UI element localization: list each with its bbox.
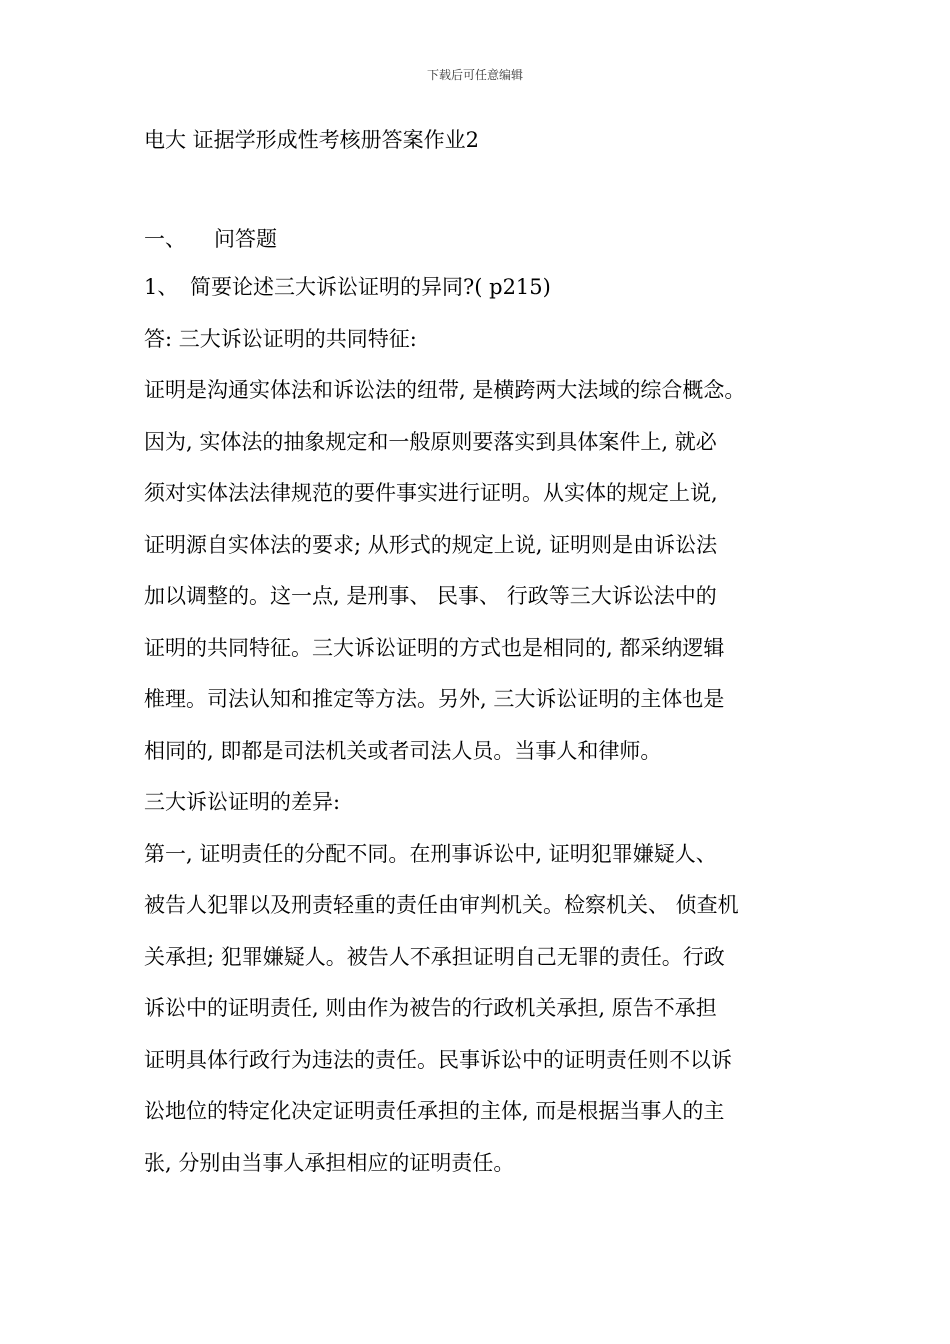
section-heading bbox=[144, 223, 277, 253]
paragraph-line: 第一, 证明责任的分配不同。在刑事诉讼中, 证明犯罪嫌疑人、 bbox=[144, 841, 717, 866]
paragraph-line: 张, 分别由当事人承担相应的证明责任。 bbox=[144, 1150, 515, 1175]
section-label: 问答题 bbox=[214, 227, 277, 251]
paragraph-line: 证明的共同特征。三大诉讼证明的方式也是相同的, 都采纳逻辑 bbox=[144, 635, 725, 660]
question-line bbox=[144, 267, 834, 319]
document-body bbox=[144, 267, 834, 1194]
header-note: 下载后可任意编辑 bbox=[426, 68, 523, 82]
paragraph-line: 证明是沟通实体法和诉讼法的纽带, 是横跨两大法域的综合概念。 bbox=[144, 378, 746, 402]
section-number: 一、 bbox=[144, 227, 186, 251]
paragraph-line: 相同的, 即都是司法机关或者司法人员。当事人和律师。 bbox=[144, 738, 662, 763]
paragraph-line: 被告人犯罪以及刑责轻重的责任由审判机关。检察机关、 侦查机 bbox=[144, 893, 739, 917]
paragraph-line: 椎理。司法认知和推定等方法。另外, 三大诉讼证明的主体也是 bbox=[144, 687, 725, 711]
paragraph-line: 因为, 实体法的抽象规定和一般原则要落实到具体案件上, 就必 bbox=[144, 429, 717, 454]
paragraph-line: 关承担; 犯罪嫌疑人。被告人不承担证明自己无罪的责任。行政 bbox=[144, 944, 725, 969]
paragraph-line: 证明具体行政行为违法的责任。民事诉讼中的证明责任则不以诉 bbox=[144, 1047, 732, 1072]
question-text: 简要论述三大诉讼证明的异同?( p215) bbox=[190, 275, 551, 299]
paragraph-line: 讼地位的特定化决定证明责任承担的主体, 而是根据当事人的主 bbox=[144, 1099, 725, 1123]
paragraph-line: 须对实体法法律规范的要件事实进行证明。从实体的规定上说, bbox=[144, 481, 718, 505]
paragraph-line: 诉讼中的证明责任, 则由作为被告的行政机关承担, 原告不承担 bbox=[144, 996, 717, 1020]
paragraph-line: 证明源自实体法的要求; 从形式的规定上说, 证明则是由诉讼法 bbox=[144, 532, 718, 557]
paragraph-line: 加以调整的。这一点, 是刑事、 民事、 行政等三大诉讼法中的 bbox=[144, 584, 717, 608]
paragraph-line: 三大诉讼证明的差异: bbox=[144, 790, 341, 814]
document-title: 电大 证据学形成性考核册答案作业2 bbox=[144, 128, 480, 152]
question-number: 1、 bbox=[144, 275, 179, 299]
paragraph-line: 答: 三大诉讼证明的共同特征: bbox=[144, 326, 417, 351]
